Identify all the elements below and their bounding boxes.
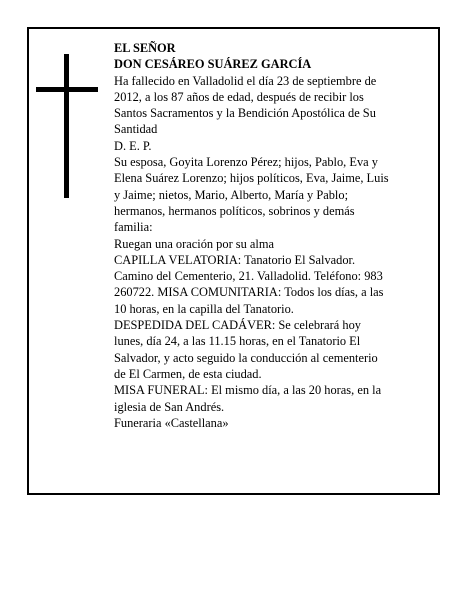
notice-line: Salvador, y acto seguido la conducción al cementerio	[114, 350, 378, 365]
rest-in-peace: D. E. P.	[114, 138, 152, 153]
notice-title: EL SEÑOR	[114, 41, 176, 55]
cross-icon	[36, 54, 98, 198]
cross-vertical-bar	[64, 54, 69, 198]
notice-line: Ha fallecido en Valladolid el día 23 de septiembre de	[114, 73, 377, 88]
notice-line: Santidad	[114, 122, 158, 137]
notice-line: Camino del Cementerio, 21. Valladolid. Teléfono: 983	[114, 269, 383, 284]
deceased-name: DON CESÁREO SUÁREZ GARCÍA	[114, 57, 312, 72]
prayer-request: Ruegan una oración por su alma	[114, 236, 274, 251]
notice-line: iglesia de San Andrés.	[114, 399, 225, 414]
notice-line: hermanos, hermanos políticos, sobrinos y demás	[114, 203, 355, 218]
notice-line: Elena Suárez Lorenzo; hijos políticos, Eva, Jaime, Luis	[114, 171, 389, 186]
notice-line: DESPEDIDA DEL CADÁVER: Se celebrará hoy	[114, 318, 361, 333]
notice-line: y Jaime; nietos, Mario, Alberto, María y Pablo;	[114, 187, 349, 202]
notice-line: Su esposa, Goyita Lorenzo Pérez; hijos, Pablo, Eva y	[114, 155, 378, 170]
notice-line: familia:	[114, 220, 153, 235]
notice-line: 10 horas, en la capilla del Tanatorio.	[114, 301, 294, 316]
notice-line: CAPILLA VELATORIA: Tanatorio El Salvador.	[114, 252, 356, 267]
notice-line: MISA FUNERAL: El mismo día, a las 20 horas, en la	[114, 383, 382, 398]
notice-line: Santos Sacramentos y la Bendición Apostólica de Su	[114, 106, 376, 121]
funeral-home: Funeraria «Castellana»	[114, 415, 229, 430]
notice-line: 260722. MISA COMUNITARIA: Todos los días, a las	[114, 285, 384, 300]
notice-line: 2012, a los 87 años de edad, después de recibir los	[114, 89, 364, 104]
notice-line: lunes, día 24, a las 11.15 horas, en el Tanatorio El	[114, 334, 361, 349]
cross-horizontal-bar	[36, 87, 98, 92]
obituary-text	[114, 40, 420, 431]
notice-line: de El Carmen, de esta ciudad.	[114, 366, 262, 381]
